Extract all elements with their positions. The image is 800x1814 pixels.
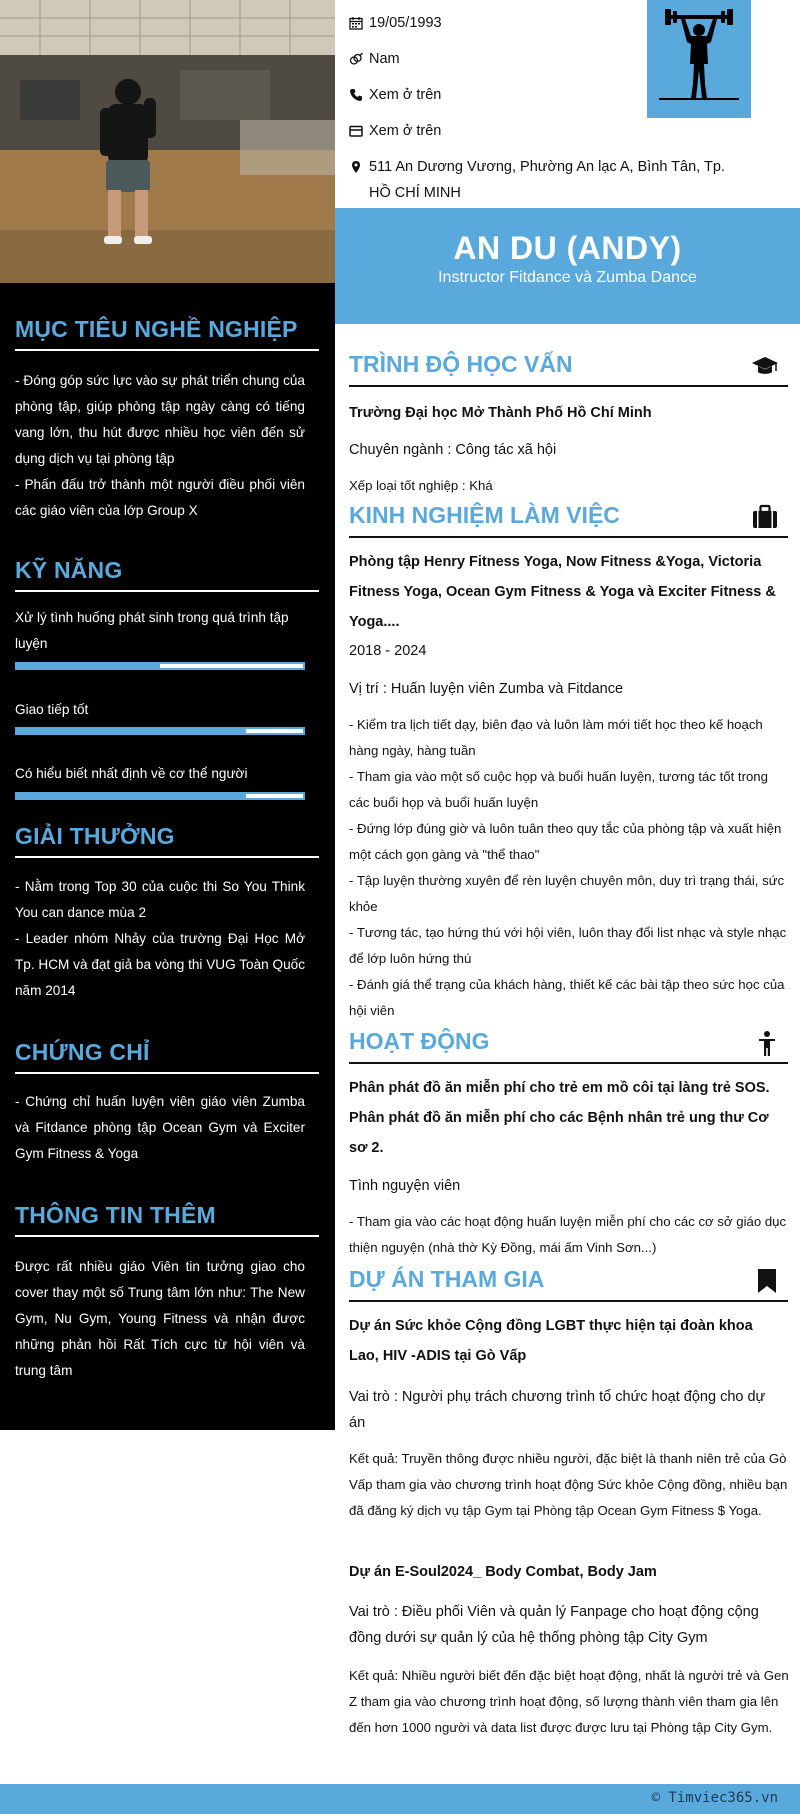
left-sidebar bbox=[0, 0, 335, 1430]
project-role: Vai trò : Điều phối Viên và quản lý Fanpage cho hoạt động cộng đồng dưới sự quản lý của hệ thống phòng tập City Gym bbox=[349, 1604, 759, 1646]
objective-text bbox=[15, 368, 305, 524]
gender-icon bbox=[349, 46, 369, 72]
skill-bar bbox=[15, 727, 305, 735]
duty-item: - Đánh giá thể trạng của khách hàng, thiết kế các bài tập theo sức học của hội viên bbox=[349, 977, 785, 1018]
more-info-paragraph: Được rất nhiều giáo Viên tin tưởng giao cho cover thay một số Trung tâm lớn như: The New Gym, Nu Gym, Young Fitness và nhận được những phản hồi Rất Tích cực từ hội viên và trung tâm bbox=[15, 1259, 305, 1378]
contact-address-text bbox=[369, 154, 725, 206]
awards-title: GIẢI THƯỞNG bbox=[15, 823, 319, 858]
envelope-icon bbox=[349, 118, 369, 144]
candidate-role: Instructor Fitdance và Zumba Dance bbox=[438, 269, 697, 286]
phone-icon bbox=[349, 82, 369, 108]
objective-title: MỤC TIÊU NGHỀ NGHIỆP bbox=[15, 316, 319, 351]
duty-item: - Tham gia vào một số cuộc họp và buổi huấn luyện, tương tác tốt trong các buổi họp và buổi huấn luyện bbox=[349, 769, 768, 810]
footer-copyright[interactable]: © Timviec365.vn bbox=[651, 1790, 778, 1806]
address-line-1: 511 An Dương Vương, Phường An lạc A, Bình Tân, Tp. bbox=[369, 159, 725, 175]
duty-item: - Tương tác, tạo hứng thú với hội viên, luôn thay đổi list nhạc và style nhạc để lớp luôn hứng thú bbox=[349, 925, 787, 966]
certificates-text bbox=[15, 1089, 305, 1167]
duty-item: - Đứng lớp đúng giờ và luôn tuân theo quy tắc của phòng tập và xuất hiện một cách gọn gàng và "thể thao" bbox=[349, 821, 782, 862]
certificates-title: CHỨNG CHỈ bbox=[15, 1039, 319, 1074]
skill-bar-fill bbox=[17, 729, 246, 733]
activity-description: - Tham gia vào các hoạt động huấn luyện miễn phí cho các cơ sở giáo dục thiện nguyện (nhà thờ Kỳ Đồng, mái ấm Vinh Sơn...) bbox=[349, 1214, 787, 1255]
education-title: TRÌNH ĐỘ HỌC VẤN bbox=[349, 351, 788, 387]
contact-gender-text: Nam bbox=[369, 51, 400, 67]
skill-label: Có hiểu biết nhất định về cơ thể người bbox=[15, 766, 248, 781]
experience-title: KINH NGHIỆM LÀM VIỆC bbox=[349, 502, 788, 538]
duty-item: - Tập luyện thường xuyên để rèn luyện chuyên môn, duy trì trạng thái, sức khỏe bbox=[349, 873, 785, 914]
skill-bar bbox=[15, 662, 305, 670]
contact-dob-text: 19/05/1993 bbox=[369, 15, 442, 31]
contact-phone-text: Xem ở trên bbox=[369, 87, 442, 103]
skills-title: KỸ NĂNG bbox=[15, 557, 319, 592]
project-name: Dự án E-Soul2024_ Body Combat, Body Jam bbox=[349, 1564, 657, 1580]
weightlifter-icon bbox=[647, 0, 751, 118]
footer bbox=[0, 1784, 800, 1814]
project-result: Kết quả: Truyền thông được nhiều người, đặc biệt là thanh niên trẻ của Gò Vấp tham gia vào chương trình hoạt động Sức khỏe Cộng đồng, nhiều bạn đã đăng ký dịch vụ tập Gym tại Phòng tập Ocean Gym Fitness $ Yoga. bbox=[349, 1451, 788, 1518]
awards-text bbox=[15, 874, 305, 1004]
address-line-2: HỒ CHÍ MINH bbox=[369, 185, 461, 201]
contact-address bbox=[349, 154, 739, 206]
experience-company: Phòng tập Henry Fitness Yoga, Now Fitness &Yoga, Victoria Fitness Yoga, Ocean Gym Fitness & Yoga và Exciter Fitness & Yoga.... bbox=[349, 554, 776, 630]
award-item: - Nằm trong Top 30 của cuộc thi So You Think You can dance mùa 2 bbox=[15, 879, 305, 920]
project-name: Dự án Sức khỏe Cộng đồng LGBT thực hiện tại đoàn khoa Lao, HIV -ADIS tại Gò Vấp bbox=[349, 1318, 753, 1364]
contact-email-text: Xem ở trên bbox=[369, 123, 442, 139]
bookmark-icon bbox=[753, 1267, 781, 1295]
project-role: Vai trò : Người phụ trách chương trình tổ chức hoạt động cho dự án bbox=[349, 1389, 766, 1431]
profile-photo bbox=[0, 0, 335, 283]
graduation-cap-icon bbox=[751, 352, 779, 380]
skill-bar-fill bbox=[17, 794, 246, 798]
skill-label: Xử lý tình huống phát sinh trong quá trình tập luyện bbox=[15, 610, 289, 651]
person-child-icon bbox=[753, 1030, 781, 1058]
experience-period: 2018 - 2024 bbox=[349, 643, 427, 659]
candidate-name: AN DU (ANDY) bbox=[453, 230, 682, 266]
skill-bar bbox=[15, 792, 305, 800]
activity-name: Phân phát đồ ăn miễn phí cho trẻ em mồ côi tại làng trẻ SOS. Phân phát đồ ăn miễn phí cho các Bệnh nhân trẻ ung thư Cơ sơ 2. bbox=[349, 1080, 770, 1156]
more-info-text bbox=[15, 1254, 305, 1384]
more-info-title: THÔNG TIN THÊM bbox=[15, 1202, 319, 1237]
activities-title: HOẠT ĐỘNG bbox=[349, 1028, 788, 1064]
skill-bar-fill bbox=[17, 664, 160, 668]
projects-title: DỰ ÁN THAM GIA bbox=[349, 1266, 788, 1302]
skill-label: Giao tiếp tốt bbox=[15, 702, 89, 717]
project-result: Kết quả: Nhiều người biết đến đặc biệt hoạt động, nhất là người trẻ và Gen Z tham gia vào chương trình hoạt động, số lượng thành viên tham gia lên đến hơn 1000 người và data list được được lưu tại Phòng tập City Gym. bbox=[349, 1668, 789, 1735]
education-grade: Xếp loại tốt nghiệp : Khá bbox=[349, 478, 493, 493]
calendar-icon bbox=[349, 10, 369, 36]
duty-item: - Kiểm tra lịch tiết dạy, biên đạo và luôn làm mới tiết học theo kế hoạch hàng ngày, hàng tuần bbox=[349, 717, 763, 758]
contact-email bbox=[349, 118, 739, 144]
experience-duties bbox=[349, 712, 789, 1024]
activity-role: Tình nguyện viên bbox=[349, 1178, 461, 1194]
briefcase-icon bbox=[751, 503, 779, 531]
certificate-item: - Chứng chỉ huấn luyện viên giáo viên Zumba và Fitdance phòng tập Ocean Gym và Exciter Gym Fitness & Yoga bbox=[15, 1094, 305, 1161]
award-item: - Leader nhóm Nhảy của trường Đại Học Mở Tp. HCM và đạt giả ba vòng thi VUG Toàn Quốc năm 2014 bbox=[15, 931, 305, 998]
education-school: Trường Đại học Mở Thành Phố Hồ Chí Minh bbox=[349, 405, 652, 421]
objective-paragraph: - Đóng góp sức lực vào sự phát triển chung của phòng tập, giúp phòng tập ngày càng có tiếng vang lớn, thu hút được nhiều học viên đến sử dụng dịch vụ tại phòng tập bbox=[15, 373, 305, 466]
fitness-logo bbox=[647, 0, 751, 118]
map-marker-icon bbox=[349, 154, 369, 180]
experience-position: Vị trí : Huấn luyện viên Zumba và Fitdance bbox=[349, 681, 624, 697]
name-banner bbox=[335, 208, 800, 324]
education-major: Chuyên ngành : Công tác xã hội bbox=[349, 442, 557, 458]
objective-paragraph: - Phấn đấu trở thành một người điều phối viên các giáo viên của lớp Group X bbox=[15, 477, 305, 518]
